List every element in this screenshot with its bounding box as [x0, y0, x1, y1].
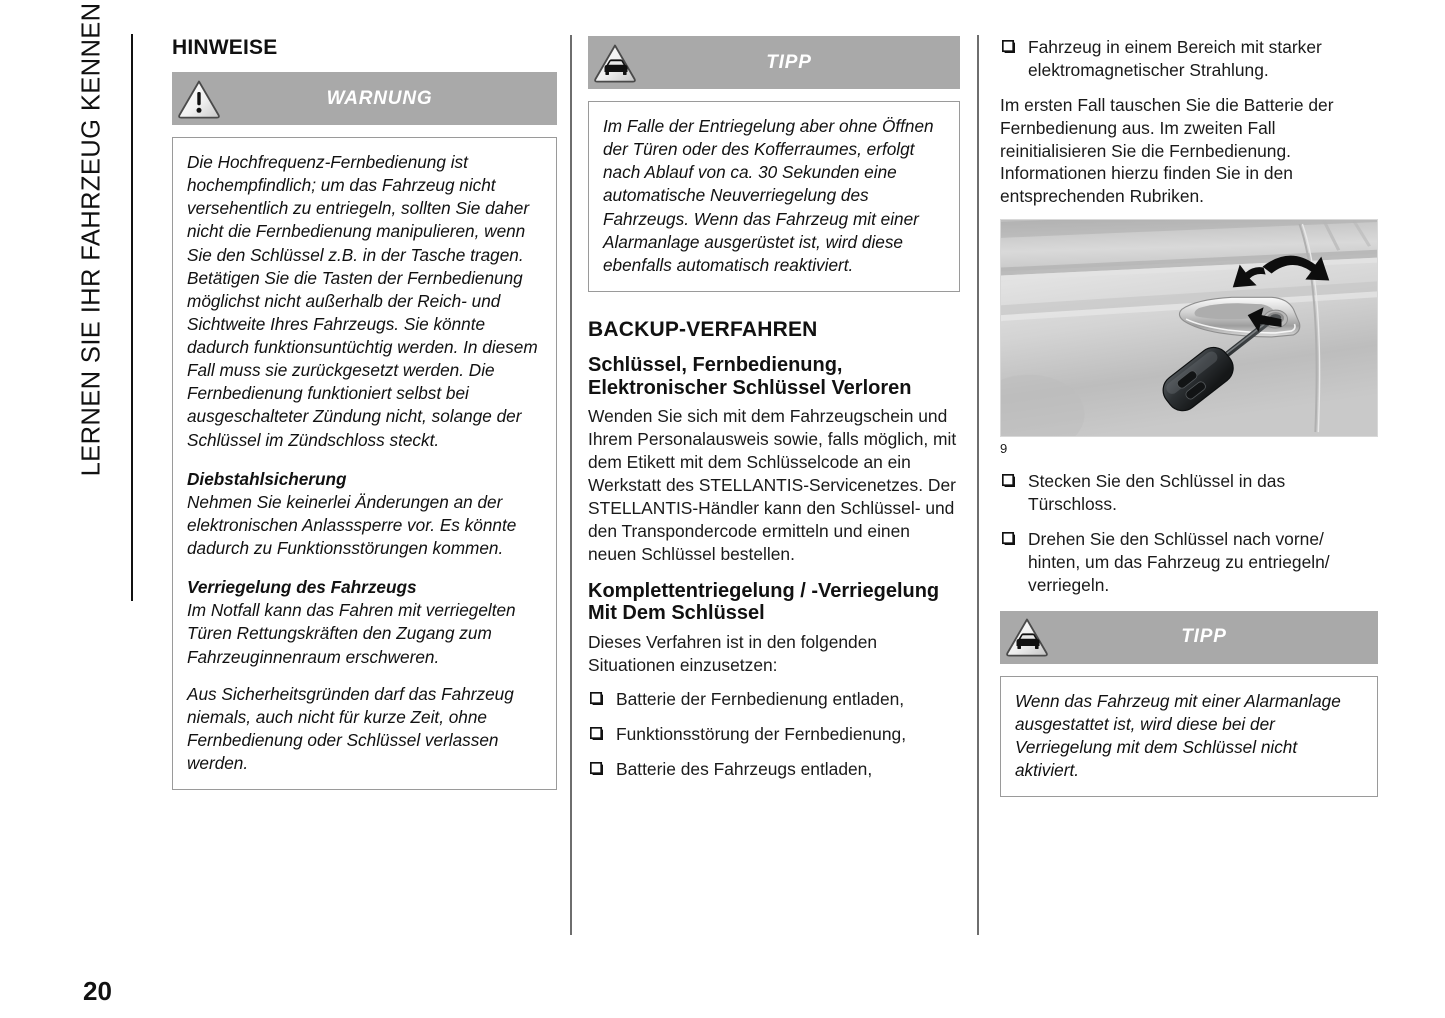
figure-caption: 9	[1000, 441, 1008, 457]
tip-box-title-1: TIPP	[766, 51, 812, 73]
warning-box-body	[172, 137, 557, 790]
square-bullet-icon	[1002, 474, 1015, 487]
list-item	[588, 723, 960, 746]
tip-box-title-2: TIPP	[1181, 626, 1227, 647]
list-item	[588, 758, 960, 781]
list-item-label: Batterie der Fernbedienung entladen,	[616, 688, 905, 709]
column-divider-1	[570, 35, 572, 935]
column3-paragraph: Im ersten Fall tauschen Sie die Batterie der Fernbedienung aus. Im zweiten Fall reinitialisieren Sie die Fernbedienung. Informationen hierzu finden Sie in den entsprechenden Rubriken.	[1000, 94, 1334, 207]
top-bullet-list	[1000, 36, 1378, 82]
column-1	[172, 36, 557, 790]
tip-box-text-2: Wenn das Fahrzeug mit einer Alarmanlage ausgestattet ist, wird diese bei der Verriegelung mit dem Schlüssel nicht aktiviert.	[1015, 690, 1341, 780]
list-item-label: Fahrzeug in einem Bereich mit starker elektromagnetischer Strahlung.	[1028, 37, 1322, 80]
square-bullet-icon	[1002, 40, 1015, 53]
column-2	[588, 36, 960, 793]
warning-paragraph: Die Hochfrequenz-Fernbedienung ist hochempfindlich; um das Fahrzeug nicht versehentlich zu entriegeln, sollten Sie daher nicht die Fernbedienung manipulieren, wenn Sie den Schlüssel z.B. in der Tasche tragen. Betätigen Sie die Tasten der Fernbedienung möglichst nicht außerhalb der Reich- und Sichtweite Ihres Fahrzeugs. Sie könnte dadurch funktionsuntüchtig werden. In diesem Fall muss sie zurückgesetzt werden. Die Fernbedienung funktioniert selbst bei ausgeschalteter Zündung nicht, solange der Schlüssel im Zündschloss steckt.	[187, 152, 538, 450]
side-tab	[0, 0, 145, 1018]
subsection-1-text: Wenden Sie sich mit dem Fahrzeugschein und Ihrem Personalausweis sowie, falls möglich, mit dem Etikett mit dem Schlüsselcode an ein Werkstatt des STELLANTIS-Servicenetzes. Der STELLANTIS-Händler kann den Schlüssel- und den Transpondercode ermitteln und einen neuen Schlüssel bestellen.	[588, 406, 957, 564]
list-item-label: Batterie des Fahrzeugs entladen,	[616, 758, 873, 779]
figure-car-door	[1000, 219, 1378, 456]
warning-box-header	[172, 72, 557, 125]
key-steps-list	[1000, 470, 1378, 596]
list-item	[1000, 528, 1378, 597]
page-number: 20	[83, 976, 112, 1006]
tip-box-text-1: Im Falle der Entriegelung aber ohne Öffnen der Türen oder des Kofferraumes, erfolgt nach Ablauf von ca. 30 Sekunden eine automatische Neuverriegelung des Fahrzeugs. Wenn das Fahrzeug mit einer Alarmanlage ausgerüstet ist, wird diese ebenfalls automatisch reaktiviert.	[603, 116, 934, 275]
tip-box-body-2	[1000, 676, 1378, 798]
section-title-hinweise: HINWEISE	[172, 36, 278, 59]
list-item-label: Funktionsstörung der Fernbedienung,	[616, 723, 907, 744]
square-bullet-icon	[1002, 532, 1015, 545]
backup-situations-list	[588, 688, 960, 781]
square-bullet-icon	[590, 762, 603, 775]
column-3	[1000, 36, 1378, 797]
tip-box-header-1	[588, 36, 960, 89]
warning-subheading-diebstahlsicherung: Diebstahlsicherung	[187, 468, 347, 489]
list-item-label: Stecken Sie den Schlüssel in das Türschloss.	[1028, 471, 1286, 514]
subsection-title-schluessel-verloren: Schlüssel, Fernbedienung, Elektronischer Schlüssel Verloren	[588, 353, 912, 399]
warning-box-title: WARNUNG	[326, 87, 433, 109]
side-tab-rule	[131, 34, 133, 601]
list-item-label: Drehen Sie den Schlüssel nach vorne/ hinten, um das Fahrzeug zu entriegeln/ verriegeln.	[1028, 528, 1330, 595]
car-door-key-lock-photo	[1000, 219, 1378, 437]
warning-closing-text: Aus Sicherheitsgründen darf das Fahrzeug niemals, auch nicht für kurze Zeit, ohne Fernbedienung oder Schlüssel verlassen werden.	[187, 683, 514, 773]
square-bullet-icon	[590, 727, 603, 740]
warning-subheading-verriegelung: Verriegelung des Fahrzeugs	[187, 577, 417, 598]
tip-box-header-2	[1000, 611, 1378, 664]
warning-subheading-1-text: Nehmen Sie keinerlei Änderungen an der elektronischen Anlasssperre vor. Es könnte dadurch zu Funktionsstörungen kommen.	[187, 491, 517, 558]
tip-box-body-1	[588, 101, 960, 292]
list-item	[588, 688, 960, 711]
section-title-backup-verfahren: BACKUP-VERFAHREN	[588, 317, 818, 341]
column-divider-2	[977, 35, 979, 935]
list-item	[1000, 36, 1378, 82]
subsection-title-komplettentriegelung: Komplettentriegelung / -Verriegelung Mit Dem Schlüssel	[588, 579, 940, 625]
square-bullet-icon	[590, 692, 603, 705]
side-tab-label: LERNEN SIE IHR FAHRZEUG KENNEN	[77, 2, 106, 477]
subsection-2-intro: Dieses Verfahren ist in den folgenden Situationen einzusetzen:	[588, 632, 878, 676]
warning-subheading-2-text: Im Notfall kann das Fahren mit verriegelten Türen Rettungskräften den Zugang zum Fahrzeuginnenraum erschweren.	[187, 600, 516, 667]
list-item	[1000, 470, 1378, 516]
